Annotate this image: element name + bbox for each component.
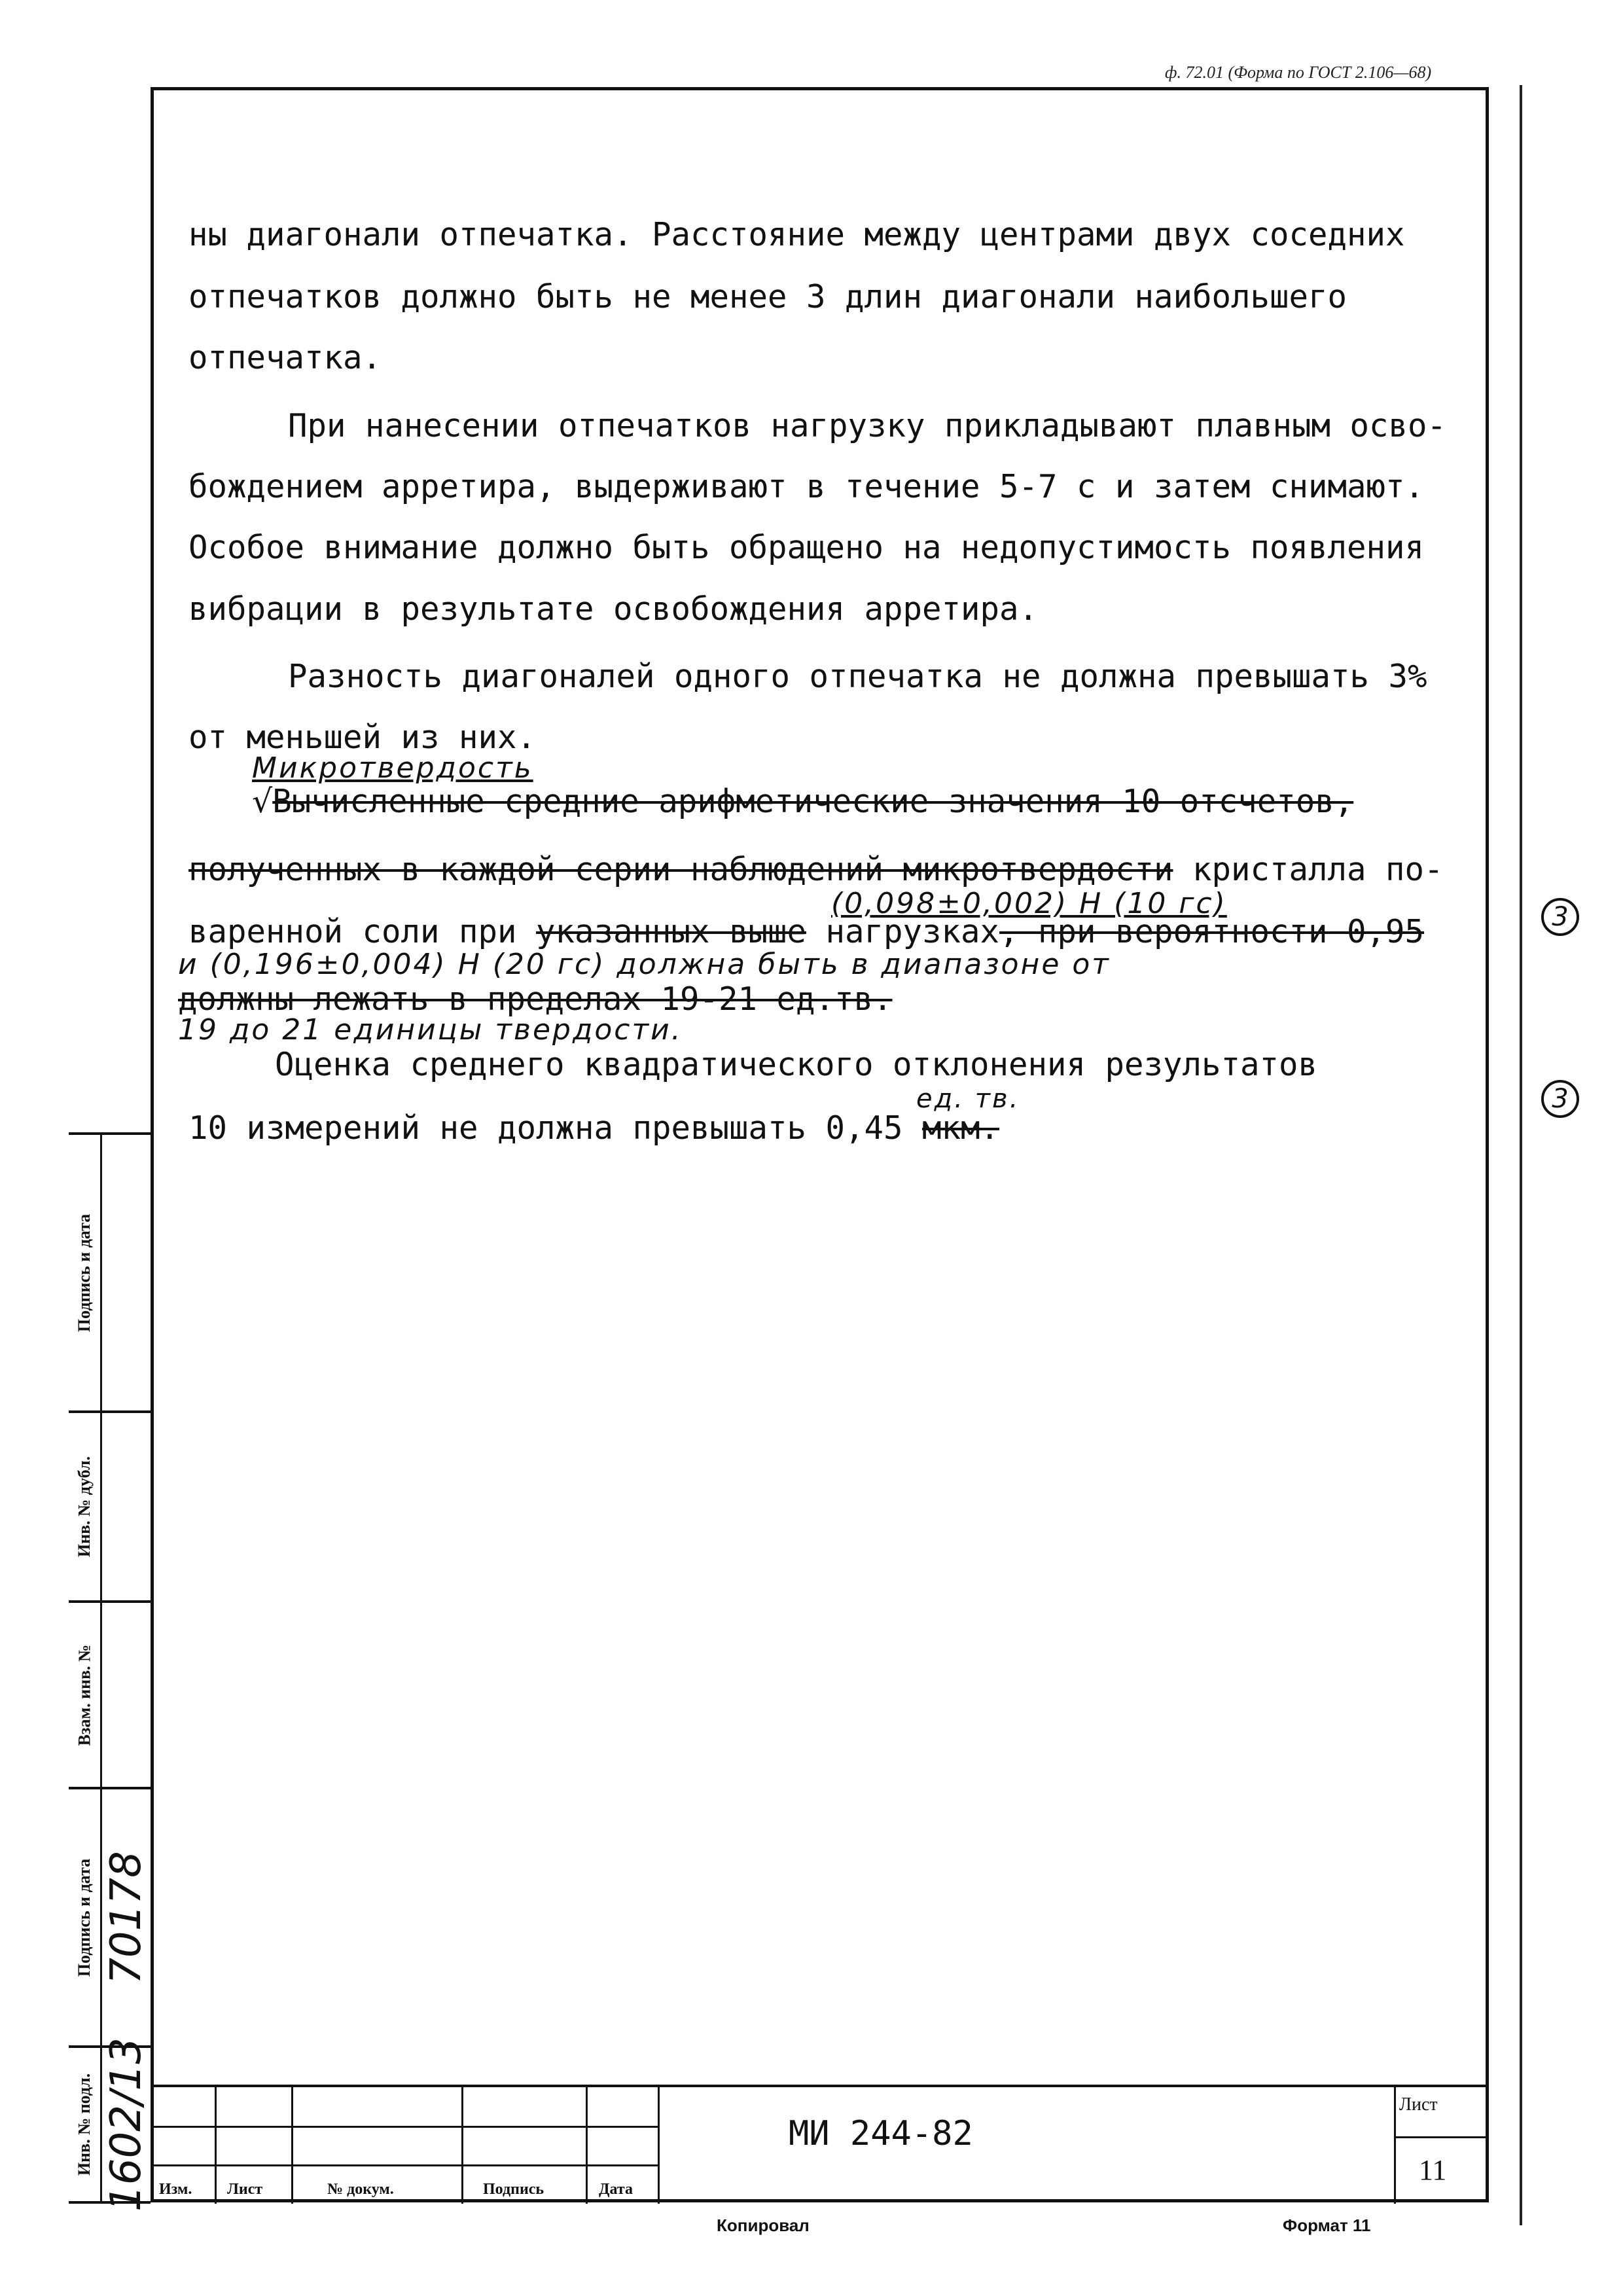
document-number: МИ 244-82: [789, 2114, 973, 2153]
body-line-corrected: [188, 1109, 1465, 1147]
handwritten-insert: (0,098±0,002) Н (10 гс): [831, 887, 1227, 920]
stamp-label: Взам. инв. №: [75, 1644, 94, 1746]
list-label: Лист: [227, 2181, 263, 2198]
stamp-label: Подпись и дата: [75, 1213, 94, 1332]
stamp-label: Инв. № подл.: [75, 2073, 94, 2176]
izm-label: Изм.: [159, 2181, 192, 2198]
sheet-number: 11: [1419, 2154, 1447, 2186]
body-line: отпечатка.: [188, 339, 382, 376]
handwritten-insert: ед. тв.: [916, 1084, 1020, 1114]
right-margin-rule: [1520, 85, 1522, 2225]
struck-text: должны лежать в пределах 19-21 ед.тв.: [178, 980, 893, 1018]
body-text: 10 измерений не должна превышать 0,45: [188, 1109, 923, 1147]
stamp-label: Подпись и дата: [75, 1858, 94, 1977]
body-line: вибрации в результате освобождения арретира.: [188, 590, 1039, 628]
body-line: ны диагонали отпечатка. Расстояние между центрами двух соседних: [188, 216, 1405, 253]
copied-label: Копировал: [717, 2215, 810, 2235]
struck-text: указанных выше: [536, 913, 807, 950]
stamp-label: Инв. № дубл.: [75, 1456, 94, 1558]
struck-text: , при вероятности 0,95: [999, 913, 1425, 950]
struck-text: полученных в каждой серии наблюдений микротвердости: [188, 851, 1173, 888]
sheet-label: Лист: [1399, 2094, 1438, 2115]
podpis-label: Подпись: [483, 2181, 544, 2198]
body-line: отпечатков должно быть не менее 3 длин диагонали наибольшего: [188, 278, 1347, 315]
handwritten-insert: Микротвердость: [252, 751, 533, 785]
handwritten-insert: 19 до 21 единицы твердости.: [178, 1013, 683, 1047]
form-note: ф. 72.01 (Форма по ГОСТ 2.106—68): [1165, 63, 1432, 82]
body-text: кристалла по-: [1173, 851, 1444, 888]
stamp-cell-inv-dubl: [69, 1413, 151, 1603]
stamp-cell-inv-podl: [69, 2037, 151, 2212]
body-line-corrected: [188, 913, 1465, 950]
stamp-cell-vzam-inv: [69, 1603, 151, 1789]
handwritten-inv-number: 1602/13: [101, 2037, 151, 2212]
side-stamp: [69, 1132, 151, 2212]
struck-text: мкм.: [922, 1109, 1000, 1147]
insert-mark: √: [252, 783, 273, 820]
body-line-corrected: [188, 851, 1465, 888]
body-line: Особое внимание должно быть обращено на недопустимость появления: [188, 529, 1425, 566]
format-label: Формат 11: [1283, 2215, 1371, 2235]
doc-no-label: № докум.: [327, 2181, 394, 2198]
body-line-corrected: [178, 980, 1454, 1018]
body-text: варенной соли при: [188, 913, 537, 950]
body-line: Оценка среднего квадратического отклонения результатов: [275, 1046, 1318, 1083]
change-mark-circle: 3: [1541, 1080, 1579, 1118]
handwritten-insert: и (0,196±0,004) Н (20 гс) должна быть в диапазоне от: [178, 948, 1111, 981]
body-line: бождением арретира, выдерживают в течение 5-7 с и затем снимают.: [188, 468, 1425, 505]
change-mark-circle: 3: [1541, 898, 1579, 936]
body-line-corrected: [252, 783, 1528, 820]
body-line: При нанесении отпечатков нагрузку прикладывают плавным осво-: [288, 407, 1447, 444]
stamp-cell-podpis-data: [69, 1135, 151, 1413]
body-line: от меньшей из них.: [188, 719, 537, 756]
body-text: нагрузках: [806, 913, 1000, 950]
struck-text: Вычисленные средние арифметические значения 10 отсчетов,: [272, 783, 1354, 820]
handwritten-signature: 70178: [101, 1850, 151, 1984]
data-label: Дата: [599, 2181, 633, 2198]
body-line: Разность диагоналей одного отпечатка не должна превышать 3%: [288, 658, 1427, 695]
stamp-cell-podpis-data-2: [69, 1789, 151, 2048]
